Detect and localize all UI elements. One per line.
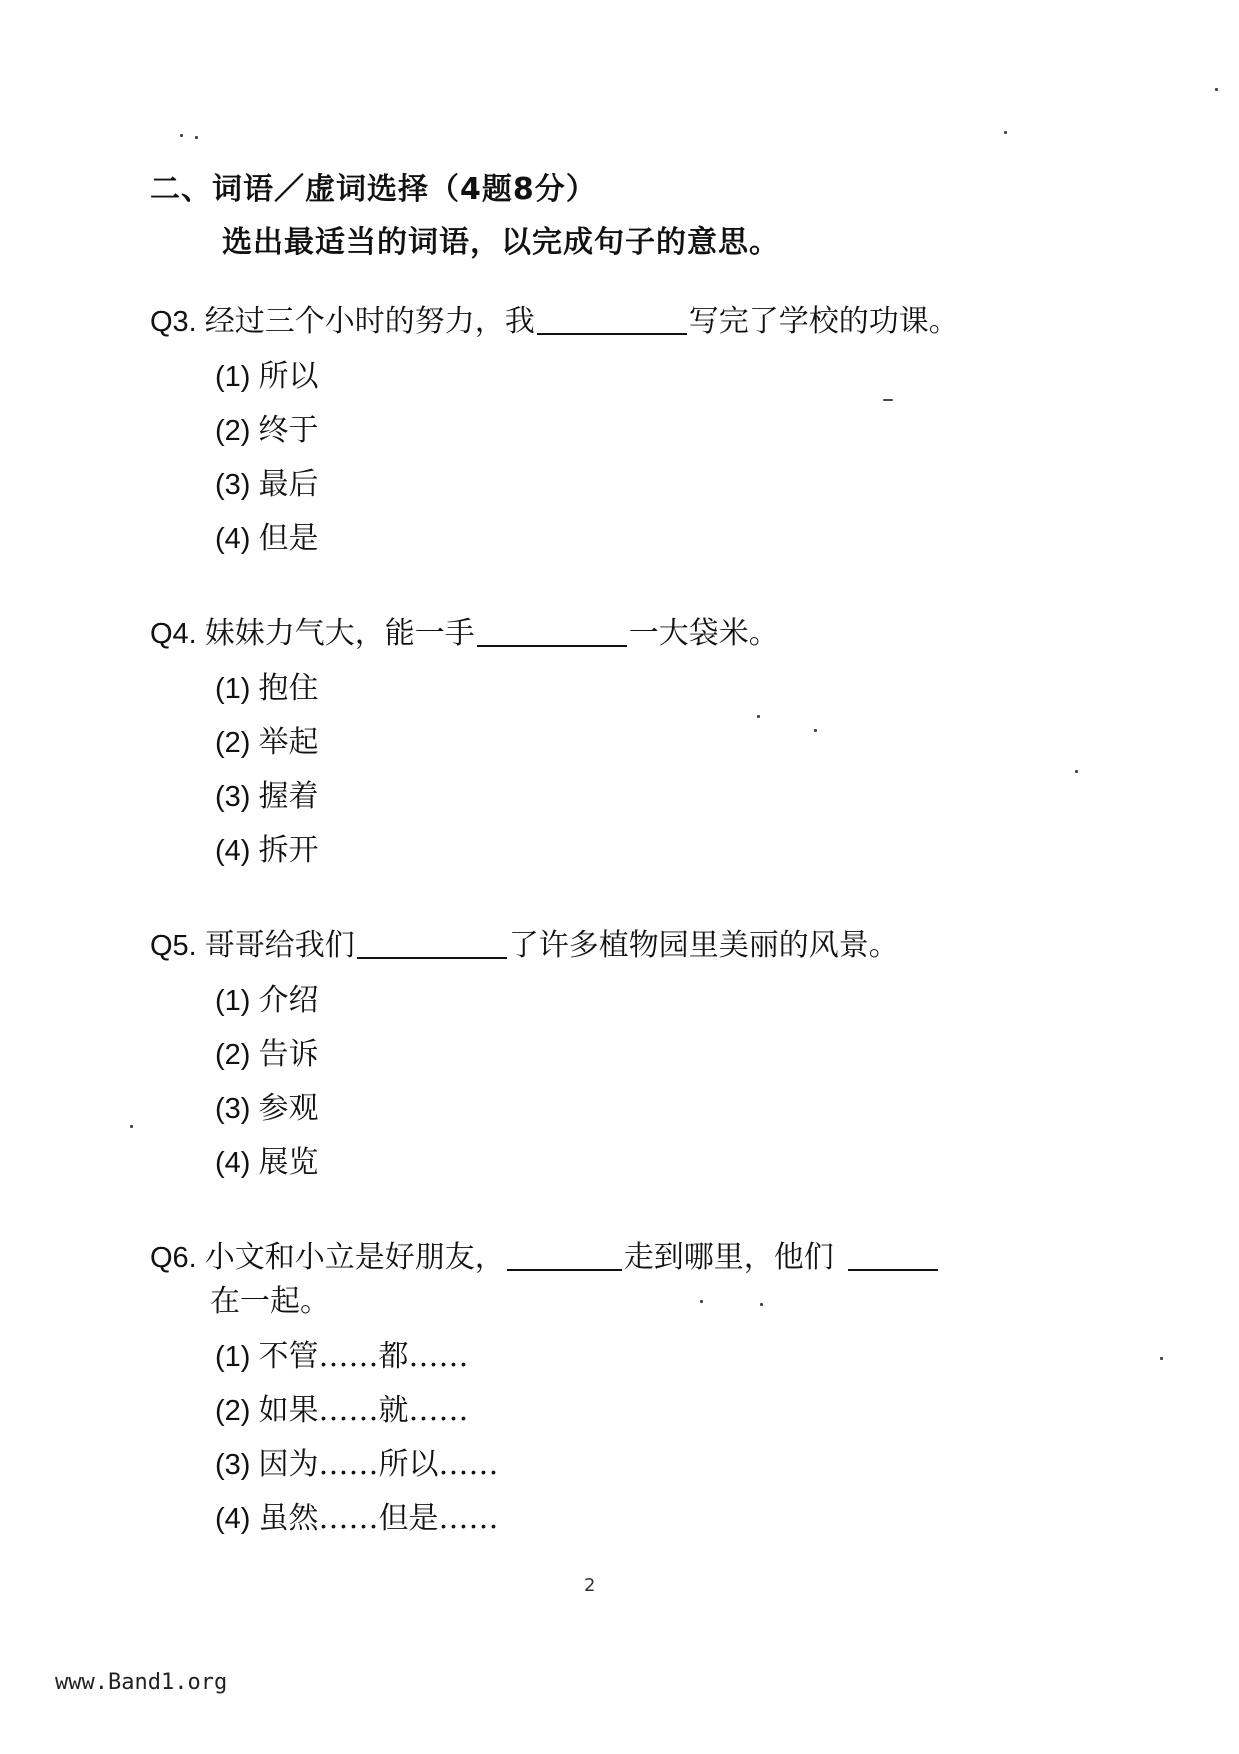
scan-speck <box>1075 770 1078 773</box>
option-number: (3) <box>215 1093 251 1125</box>
scan-speck <box>700 1300 703 1303</box>
option-text: 参观 <box>258 1091 319 1126</box>
answer-blank <box>357 927 507 959</box>
stem-after: 走到哪里，他们 <box>623 1240 834 1275</box>
option-text: 最后 <box>258 467 319 502</box>
question-number: Q5. <box>150 930 197 962</box>
option-text: 虽然……但是…… <box>258 1501 499 1536</box>
question-q5 <box>150 924 1050 1190</box>
answer-blank <box>848 1239 938 1271</box>
option-1 <box>215 662 1050 716</box>
option-number: (4) <box>215 1503 251 1535</box>
stem-before: 妹妹力气大，能一手 <box>204 616 475 651</box>
footer-url: www.Band1.org <box>55 1670 228 1695</box>
scan-speck <box>757 715 760 718</box>
option-2 <box>215 1028 1050 1082</box>
option-text: 所以 <box>258 359 319 394</box>
answer-blank <box>537 303 687 335</box>
option-list <box>150 662 1050 878</box>
section-title: 二、词语／虚词选择（4题8分） <box>150 172 597 207</box>
stem-before: 哥哥给我们 <box>204 928 355 963</box>
option-text: 如果……就…… <box>258 1393 469 1428</box>
section-instruction: 选出最适当的词语，以完成句子的意思。 <box>222 225 780 260</box>
option-number: (4) <box>215 523 251 555</box>
stem-before: 经过三个小时的努力，我 <box>204 304 535 339</box>
question-number: Q3. <box>150 306 197 338</box>
scan-speck <box>195 136 198 139</box>
scan-speck <box>180 134 183 137</box>
option-text: 介绍 <box>258 983 319 1018</box>
option-number: (4) <box>215 1147 251 1179</box>
option-text: 不管……都…… <box>258 1339 469 1374</box>
question-stem <box>150 300 1050 344</box>
option-2 <box>215 1384 1050 1438</box>
option-text: 举起 <box>258 725 319 760</box>
page-number: 2 <box>584 1575 596 1596</box>
option-text: 抱住 <box>258 671 319 706</box>
option-number: (2) <box>215 727 251 759</box>
option-list <box>150 974 1050 1190</box>
option-2 <box>215 716 1050 770</box>
option-3 <box>215 458 1050 512</box>
option-list <box>150 1330 1050 1546</box>
question-number: Q6. <box>150 1242 197 1274</box>
scan-speck <box>883 399 893 401</box>
option-number: (1) <box>215 1341 251 1373</box>
option-number: (2) <box>215 415 251 447</box>
question-stem <box>150 924 1050 968</box>
option-number: (3) <box>215 781 251 813</box>
stem-after: 了许多植物园里美丽的风景。 <box>508 928 899 963</box>
question-q3 <box>150 300 1050 566</box>
scan-speck <box>1215 88 1218 91</box>
stem-after: 一大袋米。 <box>628 616 779 651</box>
scan-speck <box>130 1125 133 1128</box>
option-text: 握着 <box>258 779 319 814</box>
option-1 <box>215 350 1050 404</box>
option-3 <box>215 1438 1050 1492</box>
option-text: 但是 <box>258 521 319 556</box>
question-stem <box>150 612 1050 656</box>
scan-speck <box>814 729 817 732</box>
option-text: 展览 <box>258 1145 319 1180</box>
option-number: (1) <box>215 985 251 1017</box>
option-4 <box>215 1136 1050 1190</box>
option-text: 终于 <box>258 413 319 448</box>
option-number: (3) <box>215 1449 251 1481</box>
option-text: 拆开 <box>258 833 319 868</box>
option-text: 告诉 <box>258 1037 319 1072</box>
option-3 <box>215 1082 1050 1136</box>
option-3 <box>215 770 1050 824</box>
option-4 <box>215 512 1050 566</box>
stem-before: 小文和小立是好朋友， <box>204 1240 505 1275</box>
option-number: (3) <box>215 469 251 501</box>
question-q6 <box>150 1236 1050 1546</box>
option-1 <box>215 974 1050 1028</box>
answer-blank <box>507 1239 622 1271</box>
option-number: (2) <box>215 1039 251 1071</box>
option-4 <box>215 824 1050 878</box>
option-number: (1) <box>215 361 251 393</box>
option-number: (2) <box>215 1395 251 1427</box>
option-4 <box>215 1492 1050 1546</box>
stem-after: 写完了学校的功课。 <box>688 304 959 339</box>
option-2 <box>215 404 1050 458</box>
scan-speck <box>1160 1357 1163 1360</box>
scan-speck <box>760 1303 763 1306</box>
question-stem <box>150 1236 1050 1280</box>
option-text: 因为……所以…… <box>258 1447 499 1482</box>
option-1 <box>215 1330 1050 1384</box>
option-list <box>150 350 1050 566</box>
answer-blank <box>477 615 627 647</box>
option-number: (1) <box>215 673 251 705</box>
scan-speck <box>1004 131 1007 134</box>
question-q4 <box>150 612 1050 878</box>
option-number: (4) <box>215 835 251 867</box>
question-number: Q4. <box>150 618 197 650</box>
stem-continuation: 在一起。 <box>210 1284 330 1319</box>
